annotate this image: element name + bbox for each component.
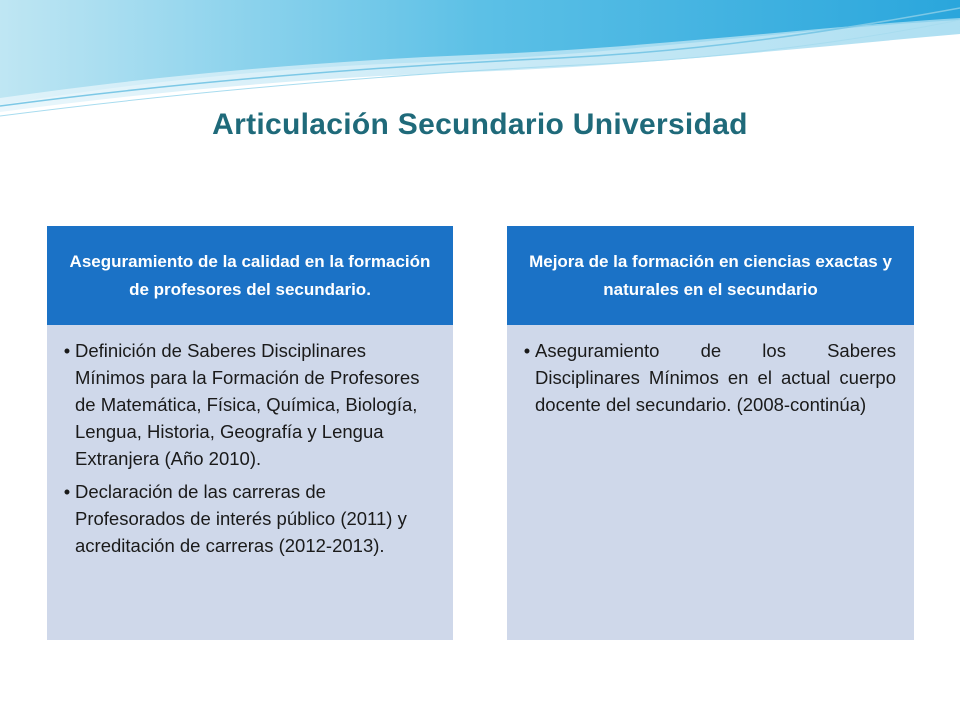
bullet-text: Aseguramiento de los Saberes Disciplinares Mínimos en el actual cuerpo docente del secundario. (2008-continúa) <box>535 340 896 415</box>
bullet-text: Declaración de las carreras de Profesorados de interés público (2011) y acreditación de carreras (2012-2013). <box>75 481 407 556</box>
card-header: Mejora de la formación en ciencias exactas y naturales en el secundario <box>507 226 914 325</box>
card-body <box>507 325 914 640</box>
bullet-icon: • <box>63 340 71 361</box>
card-body <box>47 325 453 640</box>
bullet-text: Definición de Saberes Disciplinares Mínimos para la Formación de Profesores de Matemática, Física, Química, Biología, Lengua, Historia, Geografía y Lengua Extranjera (Año 2010). <box>75 340 420 469</box>
card-header: Aseguramiento de la calidad en la formación de profesores del secundario. <box>47 226 453 325</box>
quality-assurance-card <box>47 226 453 640</box>
slide-title: Articulación Secundario Universidad <box>212 108 748 141</box>
science-training-card <box>507 226 914 640</box>
bullet-icon: • <box>523 340 531 361</box>
list-item <box>519 337 896 418</box>
bullet-icon: • <box>63 481 71 502</box>
list-item <box>59 478 435 559</box>
list-item <box>59 337 435 472</box>
